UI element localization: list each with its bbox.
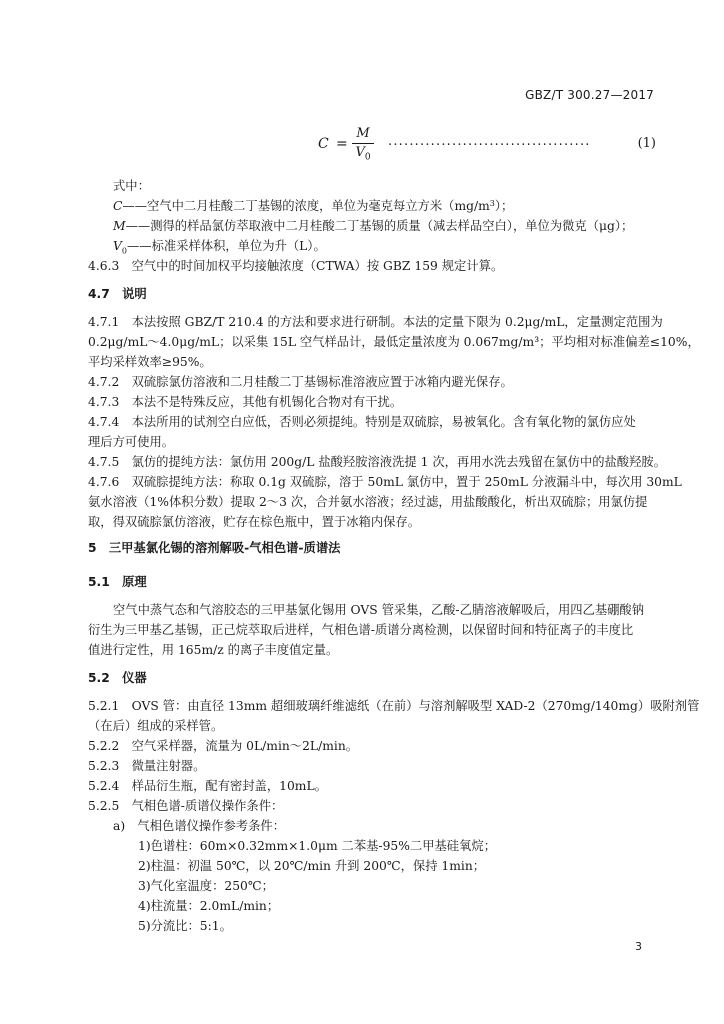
clause-5-2-5: 5.2.5 气相色谱-质谱仪操作条件：: [88, 799, 284, 813]
formula-lhs: C: [318, 136, 329, 152]
formula-leader-dots: ......................................: [388, 134, 591, 149]
section-5-2-heading: 5.2 仪器: [88, 671, 147, 685]
clause-5-2-3: 5.2.3 微量注射器。: [88, 759, 206, 773]
clause-4-7-1-line2: 0.2μg/mL～4.0μg/mL；以采集 15L 空气样品计，最低定量浓度为 0.067mg/m³；平均相对标准偏差≤10%，: [88, 335, 700, 349]
section-4-7-heading: 4.7 说明: [88, 287, 147, 301]
clause-5-2-2: 5.2.2 空气采样器，流量为 0L/min～2L/min。: [88, 739, 359, 753]
clause-4-7-5: 4.7.5 氯仿的提纯方法：氯仿用 200g/L 盐酸羟胺溶液洗提 1 次，再用水洗去残留在氯仿中的盐酸羟胺。: [88, 455, 666, 469]
formula-equals: =: [336, 136, 348, 152]
formula-numerator: M: [356, 126, 370, 141]
formula-1: [318, 126, 658, 166]
formula-number: (1): [637, 136, 656, 151]
clause-4-7-6-line2: 氨水溶液（1%体积分数）提取 2～3 次，合并氨水溶液；经过滤，用盐酸酸化，析出双硫腙；用氯仿提: [88, 495, 648, 509]
gc-condition-3: 3)气化室温度：250℃；: [138, 879, 274, 893]
where-v0: $V_0——$标准采样体积，单位为升（L）。: [113, 239, 326, 256]
gc-condition-1: 1)色谱柱：60m×0.32mm×1.0μm 二苯基-95%二甲基硅氧烷；: [138, 839, 496, 853]
clause-4-7-3: 4.7.3 本法不是特殊反应，其他有机锡化合物对有干扰。: [88, 395, 403, 409]
where-intro: 式中：: [113, 179, 150, 193]
gc-condition-2: 2)柱温：初温 50℃，以 20℃/min 升到 200℃，保持 1min；: [138, 859, 486, 873]
formula-fraction: [352, 126, 374, 166]
where-m: M——测得的样品氯仿萃取液中二月桂酸二丁基锡的质量（减去样品空白），单位为微克（μg）；: [113, 219, 634, 233]
document-code-header: GBZ/T 300.27—2017: [525, 88, 654, 102]
formula-denominator: $V_0$: [355, 145, 371, 163]
clause-5-2-4: 5.2.4 样品衍生瓶，配有密封盖，10mL。: [88, 779, 327, 793]
clause-4-7-4-line2: 理后方可使用。: [88, 435, 175, 449]
clause-4-6-3: 4.6.3 空气中的时间加权平均接触浓度（CTWA）按 GBZ 159 规定计算。: [88, 259, 504, 273]
page-number: 3: [635, 940, 642, 953]
clause-4-7-2: 4.7.2 双硫腙氯仿溶液和二月桂酸二丁基锡标准溶液应置于冰箱内避光保存。: [88, 375, 513, 389]
section-5-heading: 5 三甲基氯化锡的溶剂解吸-气相色谱-质谱法: [88, 541, 341, 555]
gc-condition-5: 5)分流比：5:1。: [138, 919, 232, 933]
section-5-1-heading: 5.1 原理: [88, 575, 147, 589]
clause-5-2-1-line2: （在后）组成的采样管。: [88, 719, 224, 733]
clause-4-7-4-line1: 4.7.4 本法所用的试剂空白应低，否则必须提纯。特别是双硫腙，易被氧化。含有氧化物的氯仿应处: [88, 415, 636, 429]
clause-4-7-6-line3: 取，得双硫腙氯仿溶液，贮存在棕色瓶中，置于冰箱内保存。: [88, 515, 421, 529]
fraction-bar: [352, 143, 374, 144]
gc-condition-4: 4)柱流量：2.0mL/min；: [138, 899, 280, 913]
principle-line2: 衍生为三甲基乙基锡，正己烷萃取后进样，气相色谱-质谱分离检测，以保留时间和特征离子的丰度比: [88, 623, 634, 637]
clause-4-7-1-line3: 平均采样效率≥95%。: [88, 355, 212, 369]
list-item-a: a) 气相色谱仪操作参考条件：: [113, 819, 285, 833]
principle-line1: 空气中蒸气态和气溶胶态的三甲基氯化锡用 OVS 管采集，乙酸-乙腈溶液解吸后，用四乙基硼酸钠: [113, 603, 645, 617]
clause-4-7-6-line1: 4.7.6 双硫腙提纯方法：称取 0.1g 双硫腙，溶于 50mL 氯仿中，置于 250mL 分液漏斗中，每次用 30mL: [88, 475, 682, 489]
principle-line3: 值进行定性，用 165m/z 的离子丰度值定量。: [88, 643, 339, 657]
clause-4-7-1-line1: 4.7.1 本法按照 GBZ/T 210.4 的方法和要求进行研制。本法的定量下限为 0.2μg/mL，定量测定范围为: [88, 315, 663, 329]
where-c: C——空气中二月桂酸二丁基锡的浓度，单位为毫克每立方米$(mg/m^3)$；: [113, 199, 514, 213]
clause-5-2-1-line1: 5.2.1 OVS 管：由直径 13mm 超细玻璃纤维滤纸（在前）与溶剂解吸型 XAD-2（270mg/140mg）吸附剂管: [88, 699, 700, 713]
